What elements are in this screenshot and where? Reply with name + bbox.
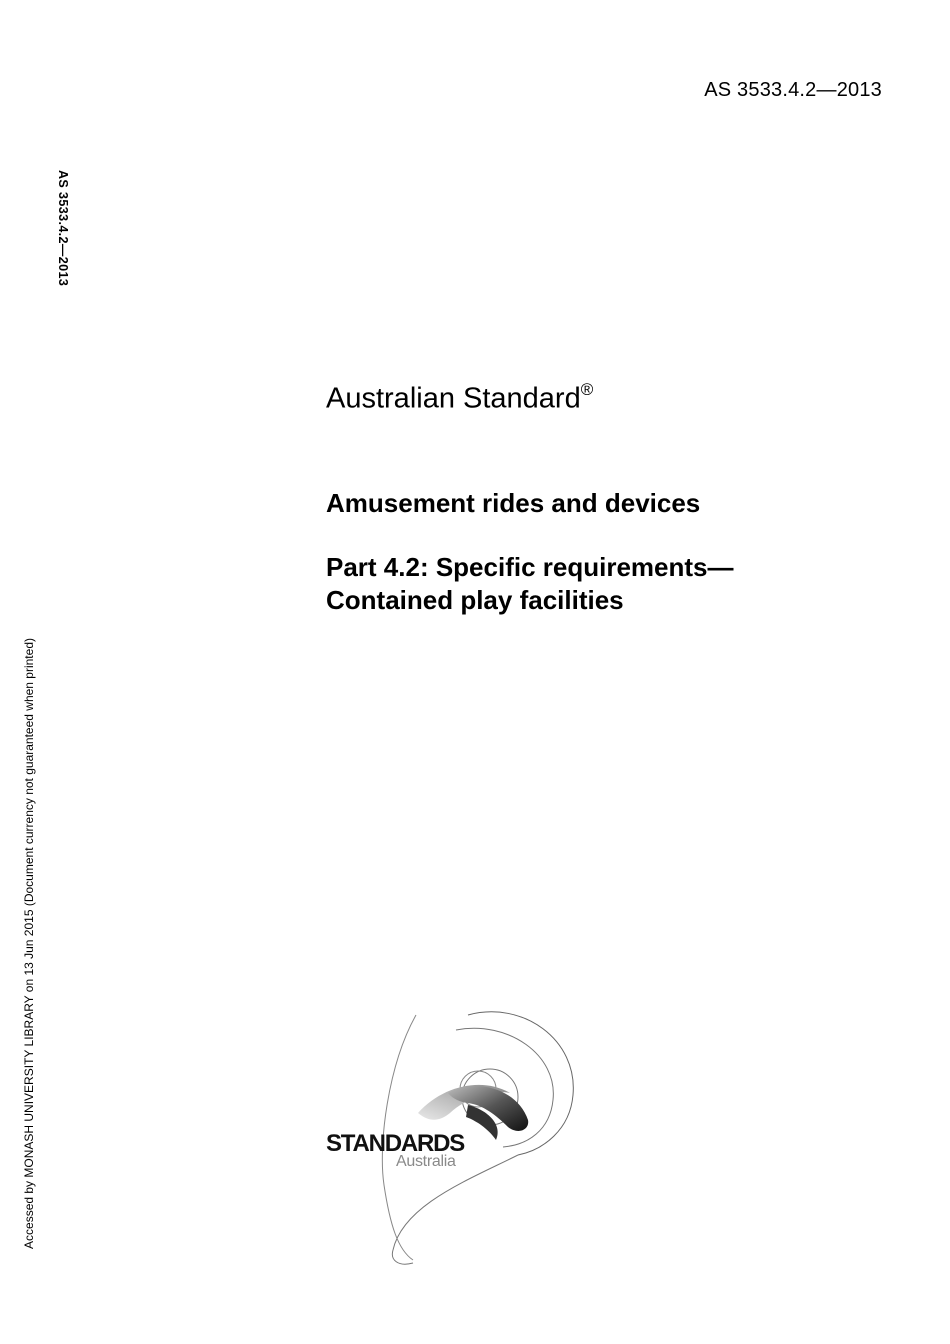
document-subtitle: [326, 551, 886, 617]
spine-document-number: AS 3533.4.2—2013: [56, 170, 70, 287]
logo-wordmark: STANDARDS: [326, 1130, 465, 1157]
logo-subtext: Australia: [396, 1153, 456, 1170]
series-title: [326, 382, 593, 416]
subtitle-line-2: Contained play facilities: [326, 585, 624, 615]
series-label: Australian Standard: [326, 382, 581, 415]
subtitle-line-1: Part 4.2: Specific requirements—: [326, 552, 734, 582]
document-number: AS 3533.4.2—2013: [704, 79, 882, 101]
document-title: Amusement rides and devices: [326, 488, 701, 518]
registered-mark: ®: [580, 380, 594, 399]
access-note: Accessed by MONASH UNIVERSITY LIBRARY on 13 Jun 2015 (Document currency not guaranteed when printed): [22, 638, 36, 1249]
